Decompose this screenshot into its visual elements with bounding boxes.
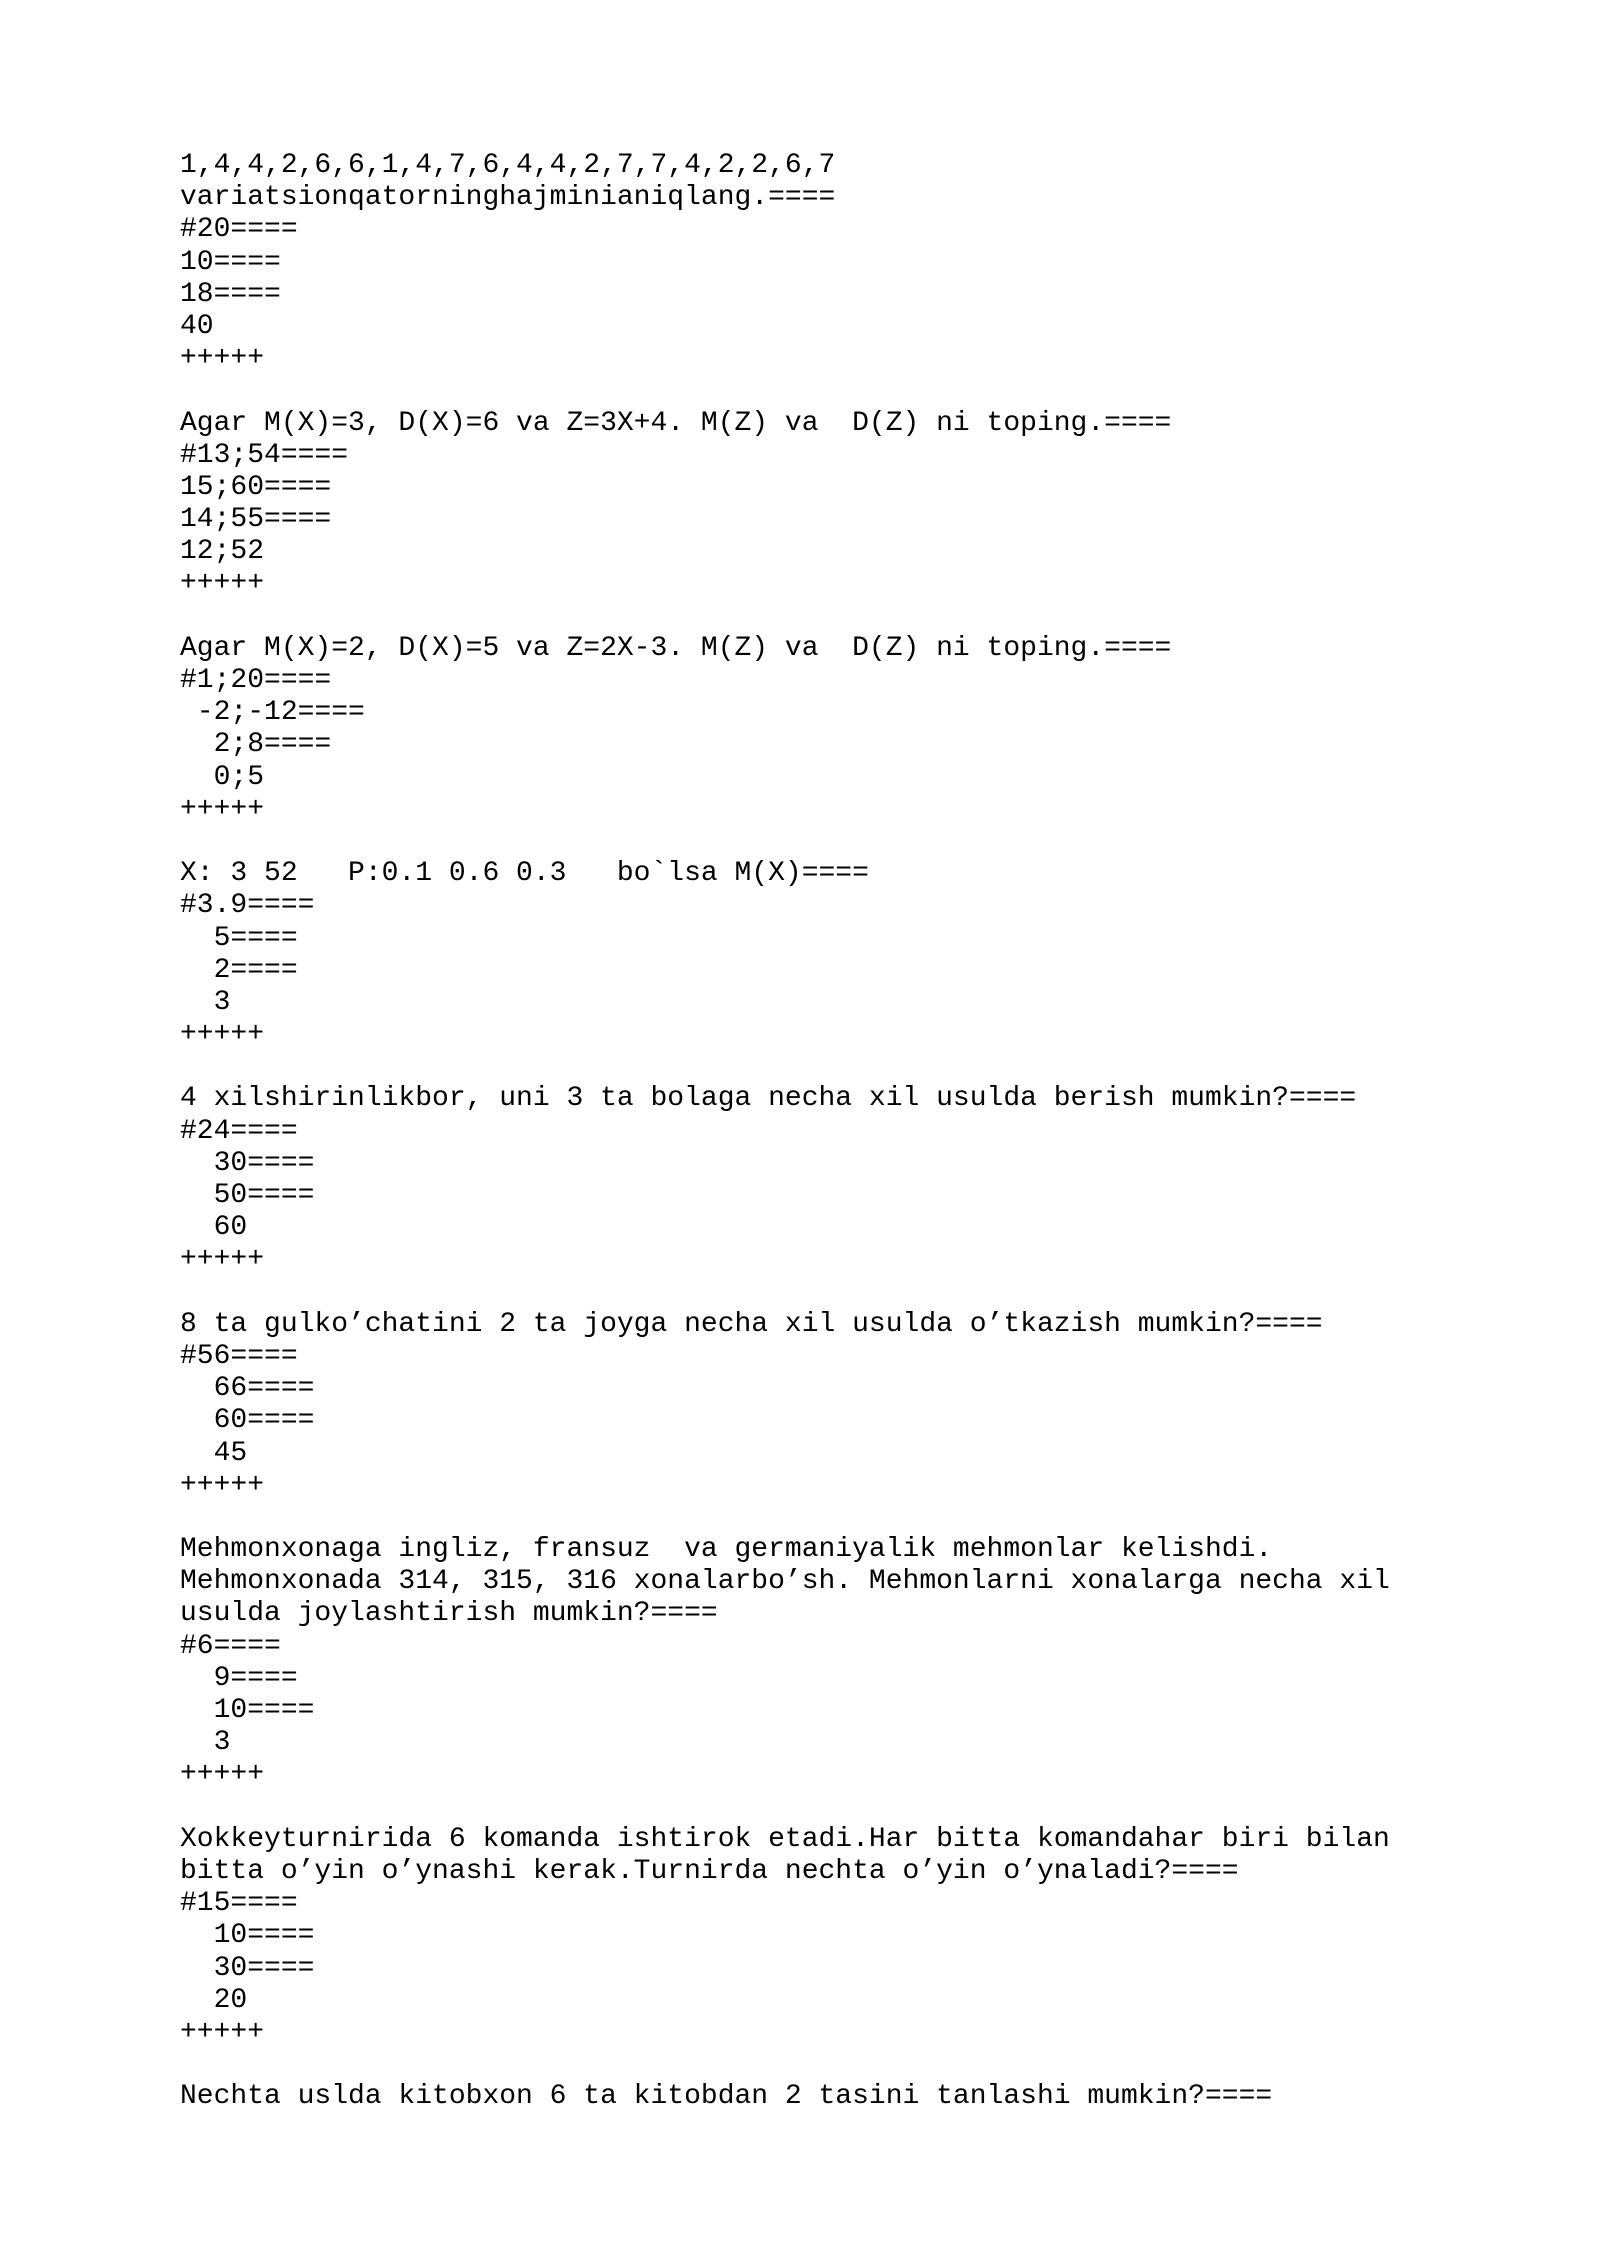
answer-option: 12;52 (180, 536, 265, 568)
question-text: Mehmonxonada 314, 315, 316 xonalarbo’sh. Mehmonlarni xonalarga necha xil (180, 1566, 1390, 1598)
question-separator: +++++ (180, 1244, 265, 1276)
question-block (180, 858, 1480, 1051)
test-question-list (180, 150, 1480, 2113)
correct-answer: #15==== (180, 1888, 298, 1920)
correct-answer: #13;54==== (180, 439, 349, 471)
question-text: 1,4,4,2,6,6,1,4,7,6,4,4,2,7,7,4,2,2,6,7 (180, 150, 836, 181)
question-separator: +++++ (180, 2016, 265, 2048)
answer-option: 50==== (180, 1180, 315, 1211)
answer-option: 3 (180, 986, 231, 1018)
question-block (180, 633, 1480, 826)
correct-answer: #56==== (180, 1340, 298, 1372)
answer-option: 45 (180, 1437, 248, 1469)
question-text: 4 xilshirinlikbor, uni 3 ta bolaga necha xil usulda berish mumkin?==== (180, 1083, 1357, 1115)
answer-option: 18==== (180, 278, 281, 310)
question-block (180, 1824, 1480, 2049)
answer-option: 2;8==== (180, 729, 332, 761)
question-separator: +++++ (180, 343, 265, 375)
question-block (180, 1534, 1480, 1792)
question-text: usulda joylashtirish mumkin?==== (180, 1598, 718, 1630)
question-block (180, 2081, 1480, 2113)
question-separator: +++++ (180, 1759, 265, 1791)
question-separator: +++++ (180, 793, 265, 825)
question-separator: +++++ (180, 1019, 265, 1051)
answer-option: 5==== (180, 922, 298, 954)
answer-option: 9==== (180, 1662, 298, 1694)
answer-option: 10==== (180, 1695, 315, 1726)
question-separator: +++++ (180, 568, 265, 600)
question-text: Mehmonxonaga ingliz, fransuz va germaniyalik mehmonlar kelishdi. (180, 1534, 1273, 1566)
correct-answer: #3.9==== (180, 890, 315, 922)
answer-option: 30==== (180, 1147, 315, 1179)
answer-option: 66==== (180, 1373, 315, 1405)
answer-option: 2==== (180, 954, 298, 986)
answer-option: 10==== (180, 1920, 315, 1952)
question-block (180, 1083, 1480, 1276)
question-block (180, 150, 1480, 375)
question-text: 8 ta gulko’chatini 2 ta joyga necha xil usulda o’tkazish mumkin?==== (180, 1308, 1323, 1340)
answer-option: 60 (180, 1212, 248, 1244)
question-text: Agar M(X)=3, D(X)=6 va Z=3X+4. M(Z) va D(Z) ni toping.==== (180, 407, 1172, 439)
answer-option: 20 (180, 1984, 248, 2016)
question-text: variatsionqatorninghajminianiqlang.==== (180, 182, 836, 214)
correct-answer: #24==== (180, 1115, 298, 1147)
correct-answer: #20==== (180, 214, 298, 246)
answer-option: 30==== (180, 1952, 315, 1984)
question-block (180, 1309, 1480, 1502)
answer-option: 3 (180, 1727, 231, 1759)
answer-option: 10==== (180, 246, 281, 278)
answer-option: 14;55==== (180, 504, 332, 536)
correct-answer: #1;20==== (180, 665, 332, 696)
question-text: Agar M(X)=2, D(X)=5 va Z=2X-3. M(Z) va D(Z) ni toping.==== (180, 632, 1172, 664)
answer-option: 15;60==== (180, 471, 332, 503)
question-block (180, 408, 1480, 601)
answer-option: 0;5 (180, 761, 265, 793)
question-text: Xokkeyturnirida 6 komanda ishtirok etadi.Har bitta komandahar biri bilan (180, 1823, 1390, 1855)
question-separator: +++++ (180, 1469, 265, 1501)
question-text: bitta o’yin o’ynashi kerak.Turnirda nechta o’yin o’ynaladi?==== (180, 1855, 1239, 1887)
question-text: Nechta uslda kitobxon 6 ta kitobdan 2 tasini tanlashi mumkin?==== (180, 2081, 1273, 2113)
answer-option: 40 (180, 310, 214, 342)
answer-option: -2;-12==== (180, 697, 365, 729)
answer-option: 60==== (180, 1405, 315, 1437)
question-text: X: 3 52 P:0.1 0.6 0.3 bo`lsa M(X)==== (180, 858, 869, 890)
correct-answer: #6==== (180, 1630, 281, 1662)
